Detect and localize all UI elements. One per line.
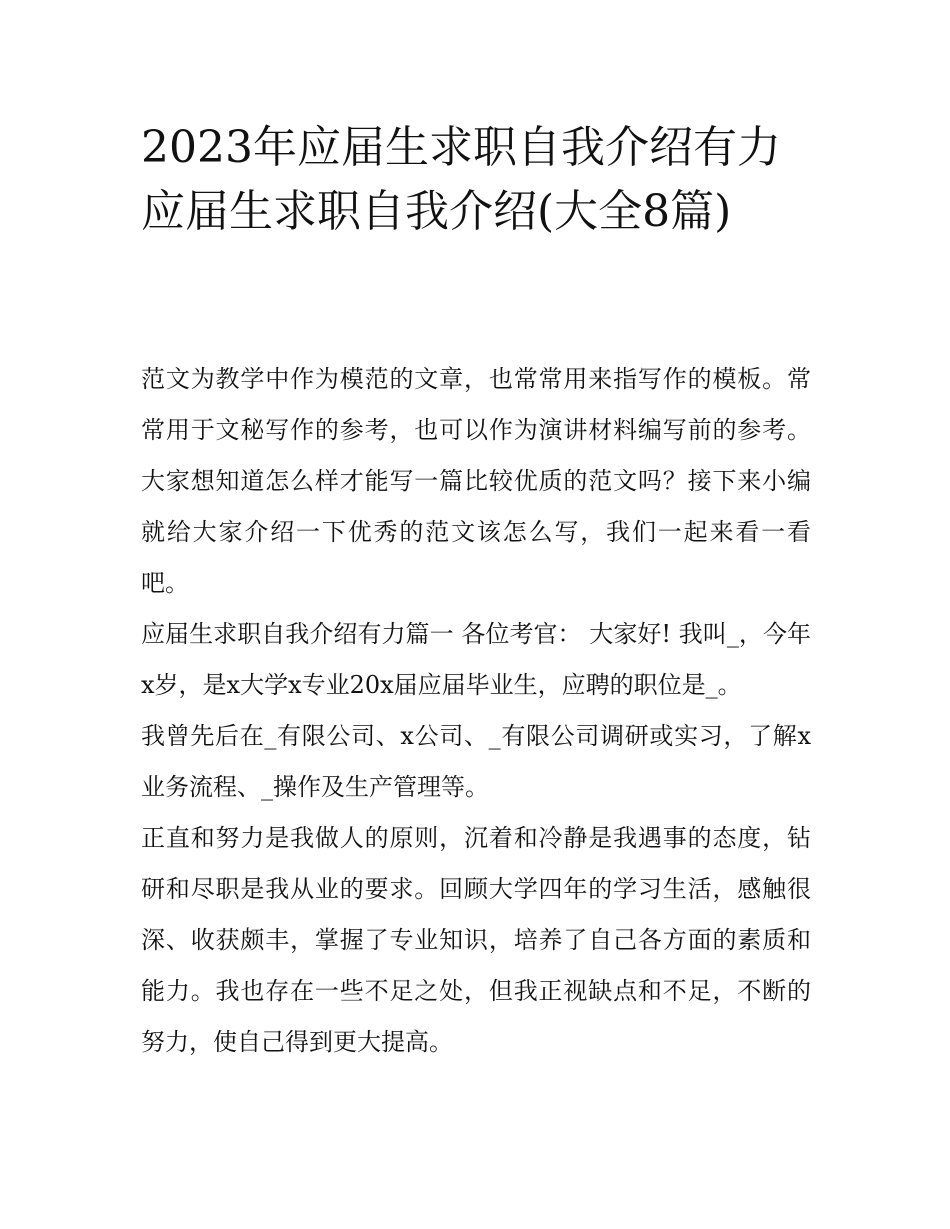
document-title: 2023年应届生求职自我介绍有力 应届生求职自我介绍(大全8篇) [141,122,781,237]
document-body [141,354,811,1068]
paragraph-greeting: 应届生求职自我介绍有力篇一 各位考官： 大家好! 我叫_，今年x岁，是x大学x专业20x届应届毕业生，应聘的职位是_。 [141,620,811,699]
paragraph-intro: 范文为教学中作为模范的文章，也常常用来指写作的模板。常常用于文秘写作的参考，也可以作为演讲材料编写前的参考。大家想知道怎么样才能写一篇比较优质的范文吗？接下来小编就给大家介绍一下优秀的范文该怎么写，我们一起来看一看吧。 [141,365,811,597]
paragraph-character: 正直和努力是我做人的原则，沉着和冷静是我遇事的态度，钻研和尽职是我从业的要求。回顾大学四年的学习生活，感触很深、收获颇丰，掌握了专业知识，培养了自己各方面的素质和能力。我也存在一些不足之处，但我正视缺点和不足，不断的努力，使自己得到更大提高。 [141,824,811,1056]
document-page [141,0,811,1229]
paragraph-experience: 我曾先后在_有限公司、x公司、_有限公司调研或实习，了解x业务流程、_操作及生产管理等。 [141,722,811,801]
